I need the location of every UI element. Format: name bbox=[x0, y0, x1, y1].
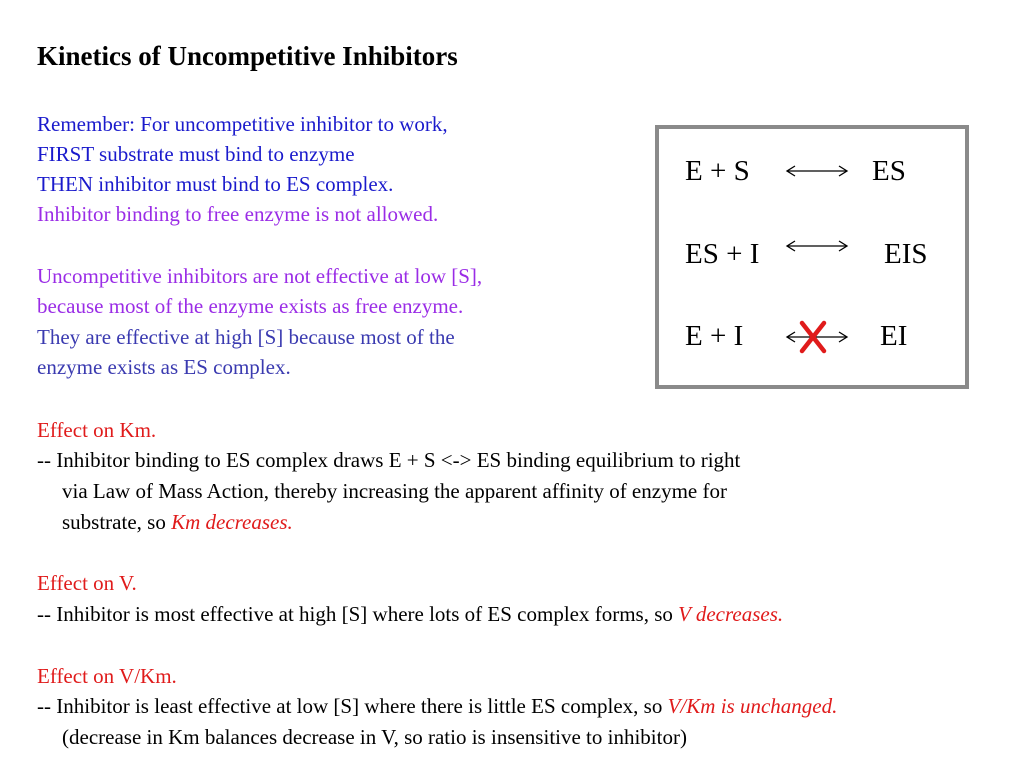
eq-row-2-right: EIS bbox=[884, 238, 928, 270]
double-arrow-icon bbox=[785, 163, 849, 179]
vkm-heading: Effect on V/Km. bbox=[37, 664, 177, 688]
double-arrow-icon bbox=[785, 238, 849, 254]
low-s-line-2: because most of the enzyme exists as free enzyme. bbox=[37, 294, 464, 318]
vkm-unchanged-emphasis: V/Km is unchanged. bbox=[667, 694, 838, 718]
km-line-1: -- Inhibitor binding to ES complex draws E + S <-> ES binding equilibrium to right bbox=[37, 448, 741, 472]
high-s-line-1: They are effective at high [S] because most of the bbox=[37, 325, 455, 349]
km-heading: Effect on Km. bbox=[37, 418, 157, 442]
v-line-1-prefix: -- Inhibitor is most effective at high [S] where lots of ES complex forms, so bbox=[37, 602, 679, 626]
v-line-1 bbox=[37, 602, 783, 626]
remember-line-3: THEN inhibitor must bind to ES complex. bbox=[37, 172, 394, 196]
eq-row-2-left: ES + I bbox=[685, 238, 760, 270]
slide-title: Kinetics of Uncompetitive Inhibitors bbox=[37, 41, 458, 71]
vkm-line-2: (decrease in Km balances decrease in V, so ratio is insensitive to inhibitor) bbox=[62, 725, 687, 749]
km-line-2: via Law of Mass Action, thereby increasing the apparent affinity of enzyme for bbox=[62, 479, 727, 503]
km-decreases-emphasis: Km decreases. bbox=[171, 510, 293, 534]
eq-row-3-left: E + I bbox=[685, 320, 744, 352]
v-heading: Effect on V. bbox=[37, 571, 137, 595]
km-line-3-prefix: substrate, so bbox=[62, 510, 172, 534]
eq-row-3-right: EI bbox=[880, 320, 908, 352]
eq-row-1-right: ES bbox=[872, 155, 906, 187]
high-s-line-2: enzyme exists as ES complex. bbox=[37, 355, 291, 379]
vkm-line-1-prefix: -- Inhibitor is least effective at low [S] where there is little ES complex, so bbox=[37, 694, 668, 718]
vkm-line-1 bbox=[37, 694, 837, 718]
remember-line-2: FIRST substrate must bind to enzyme bbox=[37, 142, 355, 166]
v-decreases-emphasis: V decreases. bbox=[678, 602, 784, 626]
not-allowed-line: Inhibitor binding to free enzyme is not allowed. bbox=[37, 202, 439, 226]
km-line-3 bbox=[62, 510, 293, 534]
low-s-line-1: Uncompetitive inhibitors are not effective at low [S], bbox=[37, 264, 483, 288]
eq-row-1-left: E + S bbox=[685, 155, 750, 187]
red-x-icon bbox=[799, 320, 827, 354]
remember-line-1: Remember: For uncompetitive inhibitor to work, bbox=[37, 112, 448, 136]
